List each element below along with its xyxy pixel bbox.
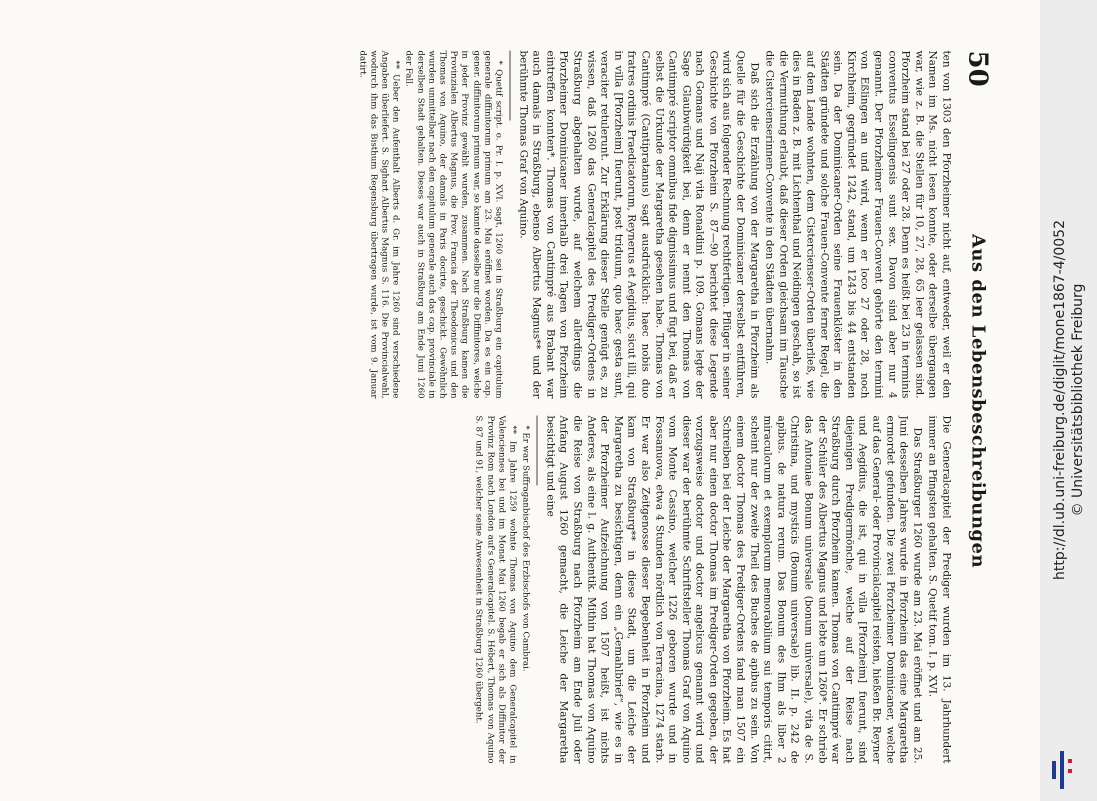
right-footnote-2: ** Im Jahre 1259 wohnte Thomas von Aquino dem Generalcapitel in Valenciennes bei und im Monat Mai 1260 begab er sich als Diffinitor der Provinz Rom nach London auf's Generalcapitel. S. Hébert, Thomas von Aquino S. 87 und 91, welcher seine Anwesenheit in Straßburg 1260 übergeht.: [473, 415, 517, 763]
left-footnote-1: * Quetif script. o. Pr. I. p. XVI. sagt, 1260 sei in Straßburg ein capitulum generale diffinitorum primum am 23. Mai eröffnet worden. Da es ein cap. gener. diffinitorum primum war, so kannte dasselbe nur die Diffinitores, welche in jeder Provinz gewählt wurden, zusammen. Nach Straßburg kamen die Provinzialen Albertus Magnus, die Prov. Francia der Theodonicus und den Thomas von Aquino, der damals in Paris docirte, geschickt. Gewöhnlich wurden unmittelbar nach den capitulum generale auch das cap. provinciale in derselben Stadt gehalten. Dieses war auch in Straßburg am Ende Juni 1260 der Fall.: [403, 50, 503, 398]
left-footnotes: [355, 50, 503, 398]
library-side-strip: [1040, 0, 1097, 801]
logo-accent-top: [1068, 759, 1072, 763]
logo-bar-left: [1052, 761, 1056, 779]
right-text-column: [52, 415, 952, 763]
side-strip-text: [1051, 10, 1087, 790]
university-library-logo-icon: [1050, 745, 1090, 795]
left-paragraph-1: ten von 1303 den Pforzheimer nicht auf, entweder, weil er den Namen im Ms. nicht lesen konnte, oder derselbe übergangen war, wie z. B. die Stellen für 10, 27, 28, 65 leer gelassen sind. Pforzheim stand bei 27 oder 28. Denn es heißt bei 23 in terminis conventus Esselingensis sunt sex. Davon sind aber nur 4 genannt. Der Pforzheimer Frauen-Convent gehörte den termini von Eßlingen an und wird, wenn er loco 27 oder 28, noch Kirchheim, gegründet 1242, stand, um 1243 bis 44 entstanden sein. Da der Dominicaner-Orden seine Frauenklöster in den Städten gründete und solche Frauen-Convente ferner Regel, die auf dem Lande wohnten, dem Cistercienser-Orden überließ, wie dies in Baden z. B. mit Lichtenthal und Neidingen geschah, so ist die Vermuthung erlaubt, daß dieser Orden gleichsam im Tausche die Cistercienserinnen-Convente in den Städten übernahm.: [763, 50, 952, 398]
footnote-divider: [536, 415, 537, 485]
right-footnote-1: * Er war Suffraganbischof des Erzbischofs von Cambrai.: [520, 425, 531, 671]
source-url-link[interactable]: http://dl.ub.uni-freiburg.de/diglit/mone1867-4/0052: [1051, 220, 1068, 580]
right-footnotes: [472, 415, 530, 763]
logo-accent-bottom: [1068, 769, 1072, 773]
copyright-notice: © Universitätsbibliothek Freiburg: [1069, 283, 1086, 517]
left-footnote-2: ** Ueber den Aufenthalt Alberts d. Gr. im Jahre 1260 sind verschiedene Angaben überliefert. S. Sighart Albertus Magnus S. 116. Die Provincialwahl, wodurch ihm das Bisthum Regensburg übertragen wurde, ist vom 9. Januar datirt.: [356, 50, 401, 398]
right-paragraph-1: Die Generalcapitel der Prediger wurden im 13. Jahrhundert immer an Pfingsten gehalten. S. Quetif tom. I. p. XVI.: [926, 415, 952, 763]
page-number: 50: [962, 50, 992, 87]
logo-bar-center: [1060, 751, 1064, 789]
right-paragraph-2: Das Straßburger 1260 wurde am 23. Mai eröffnet und am 25. Juni desselben Jahres wurde in Pforzheim das eine Margaretha ermordet gefunden. Die zwei Pforzheimer Dominicaner, welche auf das General- oder Provincialcapitel reisten, hießen Br. Reyner und Aegidius, die ist, qui in villa [Pforzheim] fuerunt, sind diejenigen Predigermönche, welche auf der Reise nach Straßburg durch Pforzheim kamen. Thomas von Cantimpré war der Schüler des Albertus Magnus und lebte um 1260*. Er schrieb das Antoniae Bonum universale (bonum universale), vita de S. Christina, und mysticis (Bonum universale) lib. II. p. 242 de apibus. de natura rerum. Das Bonum des Ihm als liber 2 miraculorum et exemplorum memorabilium sui temporis citirt, scheint nur der zweite Theil des Buches de apibus zu sein. Von einem doctor Thomas des Prediger-Ordens fand man 1507 ein Schreiben bei der Leiche der Margaretha von Pforzheim. Es hat aber nur einen doctor Thomas im Prediger-Orden gegeben, der vorzugsweise doctor und doctor angelicus genannt wird und dieser war der berühmte Schriftsteller Thomas Graf von Aquino vom Monte Cassino, welcher 1226 geboren wurde und in Fossanuova, etwa 4 Stunden nördlich von Terracina, 1274 starb. Er war also Zeitgenosse dieser Begebenheit in Pforzheim und kam von Straßburg** in diese Stadt, um die Leiche der Margaretha zu besichtigen, denn ein „Gemahlbrief“, wie es in der Pforzheimer Aufzeichnung von 1507 heißt, ist nichts Anderes, als eine l. g. Authentik. Mithin hat Thomas von Aquino die Reise von Straßburg nach Pforzheim am Ende Juli oder Anfang August 1260 gemacht, die Leiche der Margaretha besichtigt und eine: [543, 415, 923, 763]
footnote-divider: [509, 50, 510, 120]
left-text-column: [52, 50, 952, 398]
running-head: Aus den Lebensbeschreibungen: [967, 233, 988, 568]
rotated-book-page: [0, 10, 1040, 791]
left-paragraph-2: Daß sich die Erzählung von der Margaretha in Pforzheim als Quelle für die Geschichte der Dominicaner derselbst entführen, wird sich aus folgender Rechnung rechtfertigen. Pflüger in seiner Geschichte von Pforzheim S. 87—90 berichtet diese Legende nach Gomans und Naji vita Ronaldini p. 109. Gomans legte der Sage Glaubwürdigkeit bei, denn er nennt den Thomas von Cantimpré scriptor omnibus fide dignissimus und fügt bei, daß er selbst die Urkunde der Margaretha gesehen habe. Thomas von Cantimpré (Cantipratanus) sagt ausdrücklich: haec nobis duo fratres ordinis Praedicatorum, Reynerus et Aegidius, sicut illi, qui in villa [Pforzheim] fuerunt, post triduum, quo haec gesta sunt, veraciter retulerunt. Zur Erklärung dieser Stelle genügt es, zu wissen, daß 1260 das Generalcapitel des Prediger-Ordens in Straßburg abgehalten wurde, auf welchem allerdings die Pforzheimer Dominicaner innerhalb drei Tagen von Pforzheim eintreffen konnten*. Thomas von Cantimpré aus Brabant war auch damals in Straßburg, ebenso Albertus Magnus** und der berühmte Thomas Graf von Aquino.: [516, 50, 760, 398]
